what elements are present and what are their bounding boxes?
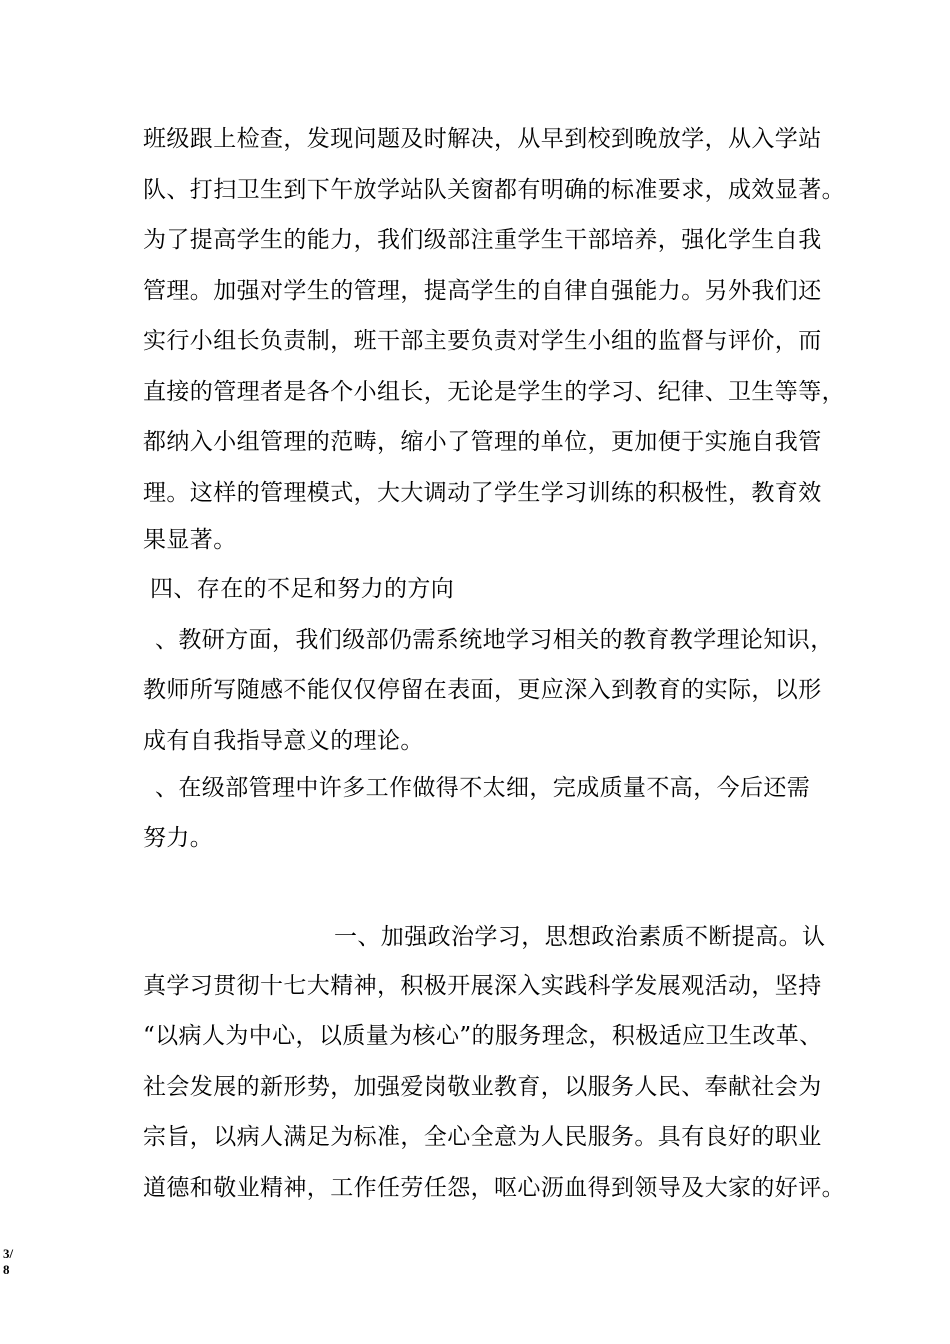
section-heading: 四、存在的不足和努力的方向 bbox=[150, 576, 455, 602]
text-line: 成有自我指导意义的理论。 bbox=[143, 728, 424, 754]
text-line: 班级跟上检查，发现问题及时解决，从早到校到晚放学，从入学站 bbox=[143, 126, 822, 152]
text-line: 努力。 bbox=[143, 825, 214, 851]
text-line: 教师所写随感不能仅仅停留在表面，更应深入到教育的实际，以形 bbox=[143, 677, 822, 703]
text-line: 直接的管理者是各个小组长，无论是学生的学习、纪律、卫生等等， bbox=[143, 379, 845, 405]
text-line: 一、加强政治学习，思想政治素质不断提高。认 bbox=[334, 924, 826, 950]
text-line: 真学习贯彻十七大精神，积极开展深入实践科学发展观活动，坚持 bbox=[143, 973, 822, 999]
text-line: “以病人为中心，以质量为核心”的服务理念，积极适应卫生改革、 bbox=[143, 1023, 823, 1049]
text-line: 都纳入小组管理的范畴，缩小了管理的单位，更加便于实施自我管 bbox=[143, 429, 822, 455]
text-line: 、教研方面，我们级部仍需系统地学习相关的教育教学理论知识， bbox=[155, 627, 834, 653]
text-line: 管理。加强对学生的管理，提高学生的自律自强能力。另外我们还 bbox=[143, 278, 822, 304]
text-line: 道德和敬业精神，工作任劳任怨，呕心沥血得到领导及大家的好评。 bbox=[143, 1175, 845, 1201]
text-line: 社会发展的新形势，加强爱岗敬业教育，以服务人民、奉献社会为 bbox=[143, 1074, 822, 1100]
text-line: 为了提高学生的能力，我们级部注重学生干部培养，强化学生自我 bbox=[143, 227, 822, 253]
text-line: 队、打扫卫生到下午放学站队关窗都有明确的标准要求，成效显著。 bbox=[143, 177, 845, 203]
text-line: 宗旨，以病人满足为标准，全心全意为人民服务。具有良好的职业 bbox=[143, 1124, 822, 1150]
text-line: 实行小组长负责制，班干部主要负责对学生小组的监督与评价，而 bbox=[143, 328, 822, 354]
page-number-top: 3/ bbox=[3, 1246, 14, 1261]
text-line: 、在级部管理中许多工作做得不太细，完成质量不高，今后还需 bbox=[155, 775, 811, 801]
text-line: 理。这样的管理模式，大大调动了学生学习训练的积极性，教育效 bbox=[143, 480, 822, 506]
page-number-bottom: 8 bbox=[3, 1262, 10, 1277]
text-line: 果显著。 bbox=[143, 527, 237, 553]
